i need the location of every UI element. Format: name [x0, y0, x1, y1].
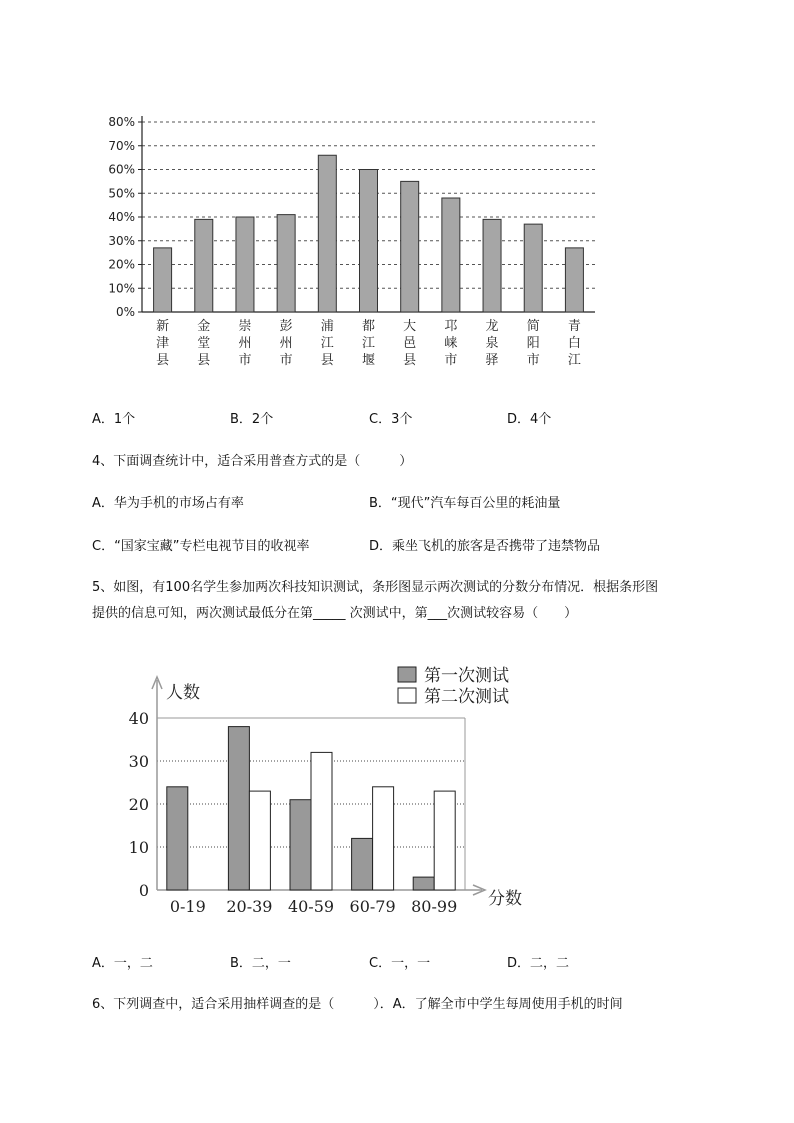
bar	[290, 800, 311, 890]
bar	[373, 787, 394, 890]
bar	[195, 219, 213, 312]
q4-option-a[interactable]: A．华为手机的市场占有率	[92, 496, 244, 511]
q4-option-c[interactable]: C．“国家宝藏”专栏电视节目的收视率	[92, 539, 310, 554]
q4-stem: 4、下面调查统计中，适合采用普查方式的是（ ）	[92, 454, 413, 469]
q4-option-d[interactable]: D．乘坐飞机的旅客是否携带了违禁物品	[369, 539, 601, 554]
y-tick-label: 20	[128, 795, 149, 814]
y-axis-label: 人数	[166, 683, 200, 703]
q4-option-b[interactable]: B．“现代”汽车每百公里的耗油量	[369, 496, 561, 511]
q5-option-c[interactable]: C．一，一	[369, 956, 431, 971]
district-percentage-bar-chart	[90, 108, 610, 378]
bar	[352, 838, 373, 890]
bar	[311, 752, 332, 890]
q5-stem-line2: 提供的信息可知，两次测试最低分在第_____ 次测试中，第___次测试较容易（ ）	[92, 606, 578, 621]
bar	[249, 791, 270, 890]
x-category-label: 60-79	[349, 897, 396, 916]
bar	[434, 791, 455, 890]
q5-stem-line1: 5、如图，有100名学生参加两次科技知识测试，条形图显示两次测试的分数分布情况．根据条形图	[92, 580, 659, 595]
bar	[167, 787, 188, 890]
y-tick-label: 0%	[115, 305, 135, 319]
x-category-label: 浦江县	[320, 319, 334, 368]
x-category-label: 金堂县	[197, 319, 211, 368]
legend-label: 第二次测试	[424, 687, 509, 707]
y-tick-label: 60%	[108, 162, 135, 177]
x-category-label: 0-19	[169, 897, 206, 916]
y-tick-label: 30	[128, 752, 149, 771]
bar	[483, 219, 501, 312]
legend-swatch	[398, 667, 416, 682]
x-category-label: 龙泉驿	[485, 319, 499, 368]
y-tick-label: 50%	[108, 186, 135, 201]
q3-option-a[interactable]: A．1个	[92, 412, 136, 427]
legend-label: 第一次测试	[424, 666, 509, 686]
x-category-label: 都江堰	[361, 319, 376, 368]
y-tick-label: 0	[138, 881, 149, 900]
y-tick-label: 40%	[108, 210, 135, 224]
x-category-label: 崇州市	[238, 319, 252, 368]
y-tick-label: 30%	[108, 233, 135, 248]
bar	[277, 215, 295, 312]
y-tick-label: 70%	[108, 138, 135, 153]
bar	[236, 217, 254, 312]
bar	[154, 248, 172, 312]
bar	[360, 170, 378, 313]
bar	[442, 198, 460, 312]
q5-option-a[interactable]: A．一，二	[92, 956, 153, 971]
bar	[524, 224, 542, 312]
x-category-label: 邛崃市	[444, 319, 458, 368]
y-tick-label: 10	[128, 838, 149, 857]
q3-option-d[interactable]: D．4个	[507, 412, 552, 427]
test-score-bar-chart	[120, 660, 540, 920]
x-category-label: 青白江	[567, 319, 581, 368]
bar	[228, 727, 249, 890]
y-tick-label: 10%	[108, 281, 135, 296]
x-axis-label: 分数	[488, 889, 522, 909]
bar	[318, 155, 336, 312]
x-category-label: 80-99	[411, 897, 458, 916]
bar	[401, 181, 419, 312]
q5-option-b[interactable]: B．二，一	[230, 956, 291, 971]
x-category-label: 简阳市	[526, 319, 540, 368]
bar	[565, 248, 583, 312]
q5-option-d[interactable]: D．二，二	[507, 956, 570, 971]
bar	[413, 877, 434, 890]
y-tick-label: 80%	[108, 115, 135, 129]
y-tick-label: 20%	[108, 257, 135, 272]
q6-stem: 6、下列调查中，适合采用抽样调查的是（ ）．A．了解全市中学生每周使用手机的时间	[92, 997, 623, 1012]
q3-option-b[interactable]: B．2个	[230, 412, 274, 427]
x-category-label: 20-39	[226, 897, 273, 916]
x-category-label: 40-59	[287, 897, 335, 916]
legend-swatch	[398, 688, 416, 703]
x-category-label: 大邑县	[403, 319, 417, 368]
y-tick-label: 40	[128, 709, 149, 728]
q3-option-c[interactable]: C．3个	[369, 412, 413, 427]
x-category-label: 彭州市	[279, 319, 293, 368]
x-category-label: 新津县	[156, 319, 170, 368]
